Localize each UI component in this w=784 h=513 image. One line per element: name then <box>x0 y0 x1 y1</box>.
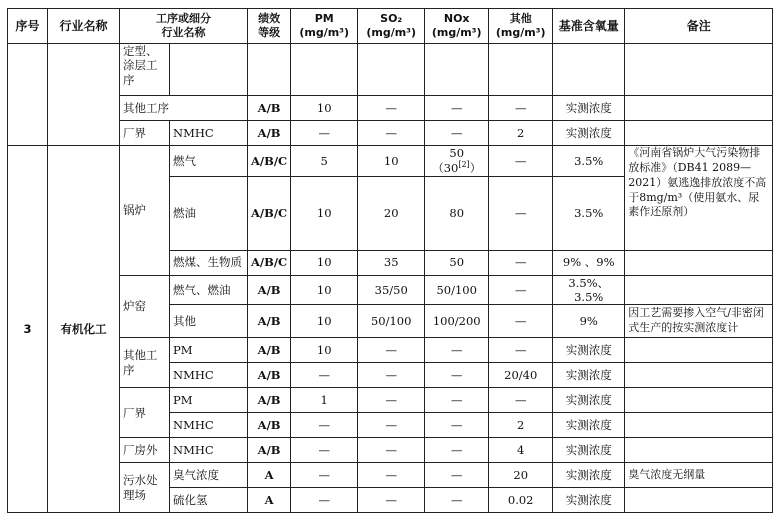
pm-cell: — <box>291 488 358 513</box>
nox-cell: — <box>425 363 489 388</box>
so2-cell <box>358 44 425 96</box>
header-nox <box>425 9 489 44</box>
nox-close: ） <box>469 161 482 176</box>
header-nox-line1: NOx <box>443 12 470 26</box>
prev-seq-cell <box>8 44 48 146</box>
remark-cell <box>625 363 773 388</box>
so2-cell: 10 <box>358 146 425 177</box>
nox-cell: — <box>425 388 489 413</box>
grade-cell: A/B/C <box>248 146 291 177</box>
grade-cell <box>248 44 291 96</box>
oxygen-cell: 实测浓度 <box>553 438 625 463</box>
nox-value: 50（30 <box>432 146 465 176</box>
sub-cell: NMHC <box>170 438 248 463</box>
grade-cell: A/B <box>248 275 291 305</box>
table-row <box>8 96 773 121</box>
other-cell: 2 <box>489 413 553 438</box>
pm-cell: 10 <box>291 176 358 250</box>
grade-cell: A/B <box>248 121 291 146</box>
sewage-remark: 臭气浓度无纲量 <box>625 463 773 488</box>
boundary-label: 厂界 <box>120 388 170 438</box>
nox-cell: — <box>425 413 489 438</box>
remark-cell <box>625 121 773 146</box>
oxygen-cell: 3.5%、3.5% <box>553 275 625 305</box>
table-row <box>8 121 773 146</box>
header-process-line2: 行业名称 <box>161 26 206 39</box>
header-row <box>8 9 773 44</box>
remark-cell <box>625 96 773 121</box>
nox-cell: — <box>425 488 489 513</box>
grade-cell: A/B <box>248 338 291 363</box>
nox-reference: [2] <box>458 160 470 170</box>
prev-industry-cell <box>48 44 120 146</box>
remark-cell <box>625 438 773 463</box>
sub-cell: NMHC <box>170 363 248 388</box>
header-pm <box>291 9 358 44</box>
nox-cell: — <box>425 463 489 488</box>
table-row <box>8 44 773 96</box>
header-grade-line2: 等级 <box>258 26 281 39</box>
so2-cell: — <box>358 121 425 146</box>
pm-cell: — <box>291 438 358 463</box>
header-process <box>120 9 248 44</box>
oxygen-cell: 实测浓度 <box>553 463 625 488</box>
remark-cell <box>625 413 773 438</box>
header-so2 <box>358 9 425 44</box>
remark-cell <box>625 44 773 96</box>
sub-cell: 燃气 <box>170 146 248 177</box>
other-cell <box>489 44 553 96</box>
header-grade <box>248 9 291 44</box>
header-remark: 备注 <box>625 9 773 44</box>
process-cell: 厂界 <box>120 121 170 146</box>
section-industry: 有机化工 <box>48 146 120 513</box>
remark-cell <box>625 250 773 275</box>
oxygen-cell: 实测浓度 <box>553 413 625 438</box>
sub-cell: NMHC <box>170 413 248 438</box>
sub-cell: PM <box>170 338 248 363</box>
pm-cell: 10 <box>291 96 358 121</box>
grade-cell: A/B <box>248 438 291 463</box>
header-other <box>489 9 553 44</box>
grade-cell: A/B <box>248 305 291 338</box>
so2-cell: — <box>358 363 425 388</box>
header-other-line1: 其他 <box>509 12 532 26</box>
header-seq: 序号 <box>8 9 48 44</box>
table-row <box>8 338 773 363</box>
grade-cell: A <box>248 488 291 513</box>
so2-cell: — <box>358 488 425 513</box>
grade-cell: A/B <box>248 388 291 413</box>
other-cell: 2 <box>489 121 553 146</box>
grade-cell: A/B <box>248 413 291 438</box>
remark-cell <box>625 275 773 305</box>
grade-cell: A/B/C <box>248 250 291 275</box>
sub-cell: 臭气浓度 <box>170 463 248 488</box>
sub-cell: 燃煤、生物质 <box>170 250 248 275</box>
other-cell: — <box>489 250 553 275</box>
remark-cell <box>625 388 773 413</box>
process-cell: 定型、涂层工序 <box>120 44 170 96</box>
grade-cell: A/B <box>248 363 291 388</box>
pm-cell <box>291 44 358 96</box>
so2-cell: 35/50 <box>358 275 425 305</box>
nox-cell: 80 <box>425 176 489 250</box>
table-row <box>8 388 773 413</box>
other-cell: 0.02 <box>489 488 553 513</box>
so2-cell: — <box>358 338 425 363</box>
header-nox-line2: (mg/m³) <box>431 26 482 39</box>
pm-cell: 10 <box>291 275 358 305</box>
other-cell: — <box>489 176 553 250</box>
nox-cell: 100/200 <box>425 305 489 338</box>
header-industry: 行业名称 <box>48 9 120 44</box>
other-cell: — <box>489 338 553 363</box>
so2-cell: — <box>358 96 425 121</box>
header-process-line1: 工序或细分 <box>156 12 211 26</box>
oxygen-cell: 3.5% <box>553 176 625 250</box>
pm-cell: — <box>291 463 358 488</box>
oxygen-cell: 9% 、9% <box>553 250 625 275</box>
table-row <box>8 275 773 305</box>
boiler-remark: 《河南省锅炉大气污染物排放标准》（DB41 2089—2021）氨逃逸排放浓度不高于8mg/m³（使用氨水、尿素作还原剂） <box>625 146 773 251</box>
sub-cell: 硫化氢 <box>170 488 248 513</box>
header-so2-line1: SO₂ <box>380 12 403 26</box>
pm-cell: — <box>291 413 358 438</box>
other-process-label: 其他工序 <box>120 338 170 388</box>
header-other-line2: (mg/m³) <box>495 26 546 39</box>
emission-standards-table <box>7 8 773 513</box>
nox-cell: — <box>425 438 489 463</box>
pm-cell: 1 <box>291 388 358 413</box>
nox-cell: — <box>425 338 489 363</box>
so2-cell: — <box>358 438 425 463</box>
pm-cell: 10 <box>291 250 358 275</box>
header-pm-line2: (mg/m³) <box>299 26 350 39</box>
table-row <box>8 438 773 463</box>
header-pm-line1: PM <box>314 12 334 26</box>
other-cell: — <box>489 388 553 413</box>
other-cell: — <box>489 96 553 121</box>
other-cell: 20 <box>489 463 553 488</box>
nox-cell: 50 <box>425 250 489 275</box>
nox-cell: 50/100 <box>425 275 489 305</box>
oxygen-cell: 实测浓度 <box>553 338 625 363</box>
so2-cell: 35 <box>358 250 425 275</box>
oxygen-cell: 实测浓度 <box>553 388 625 413</box>
sewage-label: 污水处理场 <box>120 463 170 513</box>
oxygen-cell: 实测浓度 <box>553 121 625 146</box>
pm-cell: 10 <box>291 305 358 338</box>
kiln-label: 炉窑 <box>120 275 170 338</box>
sub-cell: NMHC <box>170 121 248 146</box>
oxygen-cell: 9% <box>553 305 625 338</box>
sub-cell: 燃气、燃油 <box>170 275 248 305</box>
other-cell: — <box>489 275 553 305</box>
pm-cell: 5 <box>291 146 358 177</box>
header-grade-line1: 绩效 <box>258 12 281 26</box>
sub-cell: PM <box>170 388 248 413</box>
other-cell: 20/40 <box>489 363 553 388</box>
other-cell: — <box>489 305 553 338</box>
so2-cell: — <box>358 413 425 438</box>
so2-cell: — <box>358 463 425 488</box>
nox-cell: — <box>425 96 489 121</box>
oxygen-cell: 实测浓度 <box>553 96 625 121</box>
grade-cell: A <box>248 463 291 488</box>
nox-cell <box>425 146 489 177</box>
sub-cell <box>170 44 248 96</box>
sub-cell: 燃油 <box>170 176 248 250</box>
process-cell: 其他工序 <box>120 96 248 121</box>
table-row <box>8 463 773 488</box>
nox-cell: — <box>425 121 489 146</box>
pm-cell: — <box>291 121 358 146</box>
header-oxygen: 基准含氧量 <box>553 9 625 44</box>
kiln-remark: 因工艺需要掺入空气/非密闭式生产的按实测浓度计 <box>625 305 773 338</box>
so2-cell: — <box>358 388 425 413</box>
sub-cell: 其他 <box>170 305 248 338</box>
nox-cell <box>425 44 489 96</box>
header-so2-line2: (mg/m³) <box>366 26 417 39</box>
pm-cell: 10 <box>291 338 358 363</box>
other-cell: 4 <box>489 438 553 463</box>
so2-cell: 50/100 <box>358 305 425 338</box>
section-seq: 3 <box>8 146 48 513</box>
grade-cell: A/B <box>248 96 291 121</box>
oxygen-cell <box>553 44 625 96</box>
oxygen-cell: 实测浓度 <box>553 488 625 513</box>
plant-outside-label: 厂房外 <box>120 438 170 463</box>
remark-cell <box>625 488 773 513</box>
table-row <box>8 146 773 177</box>
remark-cell <box>625 338 773 363</box>
pm-cell: — <box>291 363 358 388</box>
oxygen-cell: 实测浓度 <box>553 363 625 388</box>
emission-table-container <box>7 8 773 513</box>
grade-cell: A/B/C <box>248 176 291 250</box>
oxygen-cell: 3.5% <box>553 146 625 177</box>
boiler-label: 锅炉 <box>120 146 170 276</box>
other-cell: — <box>489 146 553 177</box>
so2-cell: 20 <box>358 176 425 250</box>
